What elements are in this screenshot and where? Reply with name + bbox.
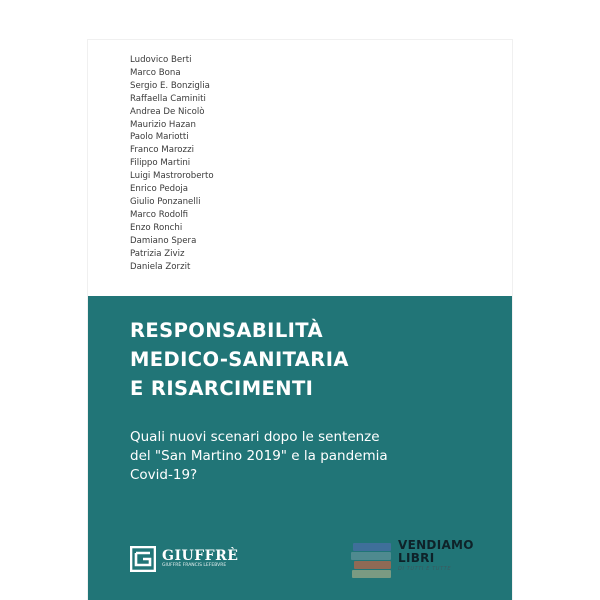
subtitle-line: Quali nuovi scenari dopo le sentenze	[130, 429, 380, 445]
author-name: Sergio E. Bonziglia	[130, 80, 210, 91]
title-band	[88, 296, 512, 600]
vendiamo-libri-stamp	[350, 535, 490, 590]
subtitle-line: del "San Martino 2019" e la pandemia	[130, 448, 388, 464]
publisher-name: GIUFFRÈ	[162, 548, 239, 564]
author-name: Daniela Zorzit	[130, 261, 191, 272]
author-list	[130, 54, 214, 273]
book-cover	[88, 40, 512, 600]
title-line: RESPONSABILITÀ	[130, 319, 323, 342]
author-name: Paolo Mariotti	[130, 132, 189, 143]
publisher-tagline: GIUFFRÈ FRANCIS LEFEBVRE	[162, 563, 227, 568]
stamp-line: LIBRI	[398, 551, 435, 565]
author-name: Raffaella Caminiti	[130, 93, 206, 104]
author-name: Franco Marozzi	[130, 145, 194, 156]
book-title	[130, 316, 349, 403]
author-name: Enzo Ronchi	[130, 222, 183, 233]
title-line: E RISARCIMENTI	[130, 377, 314, 400]
author-name: Patrizia Ziviz	[130, 248, 185, 259]
author-name: Filippo Martini	[130, 158, 191, 169]
subtitle-line: Covid-19?	[130, 467, 198, 483]
book-subtitle	[130, 428, 450, 485]
author-name: Ludovico Berti	[130, 55, 192, 65]
stamp-line: DI TUTTI E TUTTE	[398, 566, 452, 572]
author-name: Luigi Mastroroberto	[130, 171, 214, 182]
stamp-line: VENDIAMO	[398, 538, 474, 552]
book-stack-icon	[350, 539, 394, 583]
title-line: MEDICO-SANITARIA	[130, 348, 349, 371]
author-name: Marco Bona	[130, 67, 181, 78]
author-name: Damiano Spera	[130, 235, 197, 246]
author-name: Giulio Ponzanelli	[130, 196, 201, 207]
giuffre-logo-icon	[130, 546, 156, 572]
author-name: Enrico Pedoja	[130, 184, 189, 195]
author-name: Andrea De Nicolò	[130, 106, 205, 117]
author-name: Marco Rodolfi	[130, 209, 189, 220]
publisher-logo	[130, 546, 238, 572]
author-name: Maurizio Hazan	[130, 119, 196, 130]
